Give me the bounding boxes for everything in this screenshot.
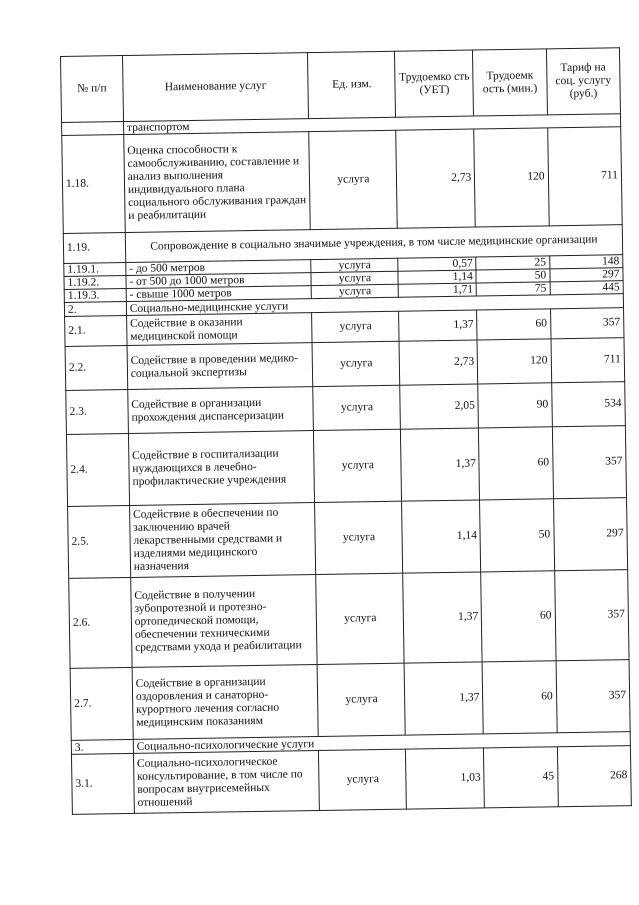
table-row xyxy=(70,660,630,741)
table-row xyxy=(62,127,622,234)
row-name: Социально-психологическое консультирование, в том числе по вопросам внутрисемейных отношений xyxy=(133,751,319,814)
row-labor-uet: 2,73 xyxy=(399,340,478,385)
row-labor-min: 50 xyxy=(476,269,549,283)
row-num: 2.1. xyxy=(65,315,127,346)
row-num: 1.19.3. xyxy=(64,288,126,302)
row-labor-min: 75 xyxy=(476,282,549,296)
row-num: 1.18. xyxy=(62,135,125,234)
row-num xyxy=(62,122,124,136)
row-name: Содействие в организации оздоровления и санаторно-курортного лечения согласно медицинским показаниям xyxy=(132,665,319,740)
row-num: 3.1. xyxy=(71,753,134,814)
header-unit: Ед. изм. xyxy=(308,51,396,118)
row-num: 1.19.2. xyxy=(64,275,126,289)
table-header-row xyxy=(61,48,621,123)
row-tariff: 148 xyxy=(549,255,623,269)
row-unit: услуга xyxy=(312,311,400,342)
row-labor-uet: 1,71 xyxy=(399,283,477,297)
row-name: Содействие в проведении медико-социальной экспертизы xyxy=(127,343,313,390)
row-num: 2.2. xyxy=(65,345,128,390)
row-unit: услуга xyxy=(312,341,400,386)
row-labor-uet: 1,14 xyxy=(398,270,476,284)
row-name: - до 500 метров xyxy=(126,260,312,276)
row-num: 2.6. xyxy=(69,577,132,668)
row-labor-min: 90 xyxy=(478,383,552,428)
row-unit: услуга xyxy=(309,130,398,229)
row-unit: услуга xyxy=(313,385,401,430)
table-row xyxy=(69,570,629,669)
row-tariff: 534 xyxy=(551,382,625,427)
row-tariff: 445 xyxy=(550,281,624,295)
document-page xyxy=(60,47,639,815)
row-tariff: 357 xyxy=(552,426,626,499)
row-unit: услуга xyxy=(315,501,403,574)
row-tariff: 357 xyxy=(554,570,629,661)
row-name: Содействие в обеспечении по заключению врачей лекарственными средствами и изделиями медицинского назначения xyxy=(129,503,316,578)
table-row xyxy=(68,498,628,579)
header-num: № п/п xyxy=(61,56,124,123)
row-labor-uet: 1,37 xyxy=(401,428,480,501)
row-labor-uet: 2,05 xyxy=(400,384,479,429)
row-labor-uet: 1,37 xyxy=(405,662,484,735)
header-labor-min: Трудоемк ость (мин.) xyxy=(473,49,547,116)
row-unit: услуга xyxy=(311,271,398,285)
row-labor-uet: 0,57 xyxy=(398,257,476,271)
section-num: 3. xyxy=(71,739,133,754)
tariff-table xyxy=(60,47,632,815)
row-labor-min: 120 xyxy=(474,128,549,227)
section-num: 2. xyxy=(64,301,126,316)
row-name: Содействие в организации прохождения диспансеризации xyxy=(128,387,314,434)
row-tariff: 711 xyxy=(547,127,622,226)
table-row xyxy=(71,746,631,815)
row-tariff: 711 xyxy=(551,338,625,383)
header-labor-uet: Трудоемко сть (УЕТ) xyxy=(395,50,474,117)
row-name: транспортом xyxy=(123,114,620,135)
row-num: 1.19.1. xyxy=(64,262,126,276)
header-name: Наименование услуг xyxy=(122,53,309,122)
row-unit: услуга xyxy=(311,258,398,272)
row-name: Оценка способности к самообслуживанию, составление и анализ выполнения индивидуального плана социального обслуживания граждан и реабилитации xyxy=(124,132,311,233)
row-labor-uet: 2,73 xyxy=(396,129,475,228)
row-name: Содействие в оказании медицинской помощи xyxy=(126,313,312,346)
row-name: - от 500 до 1000 метров xyxy=(126,273,312,289)
row-labor-min: 60 xyxy=(481,571,556,662)
row-labor-min: 120 xyxy=(477,339,551,384)
row-tariff: 297 xyxy=(553,498,627,571)
row-labor-uet: 1,37 xyxy=(399,310,477,341)
row-num: 2.7. xyxy=(70,667,133,740)
row-labor-uet: 1,03 xyxy=(406,748,485,809)
row-tariff: 357 xyxy=(556,660,630,733)
row-name: - свыше 1000 метров xyxy=(126,286,312,302)
row-tariff: 268 xyxy=(557,746,631,807)
row-labor-min: 25 xyxy=(476,256,549,270)
row-tariff: 297 xyxy=(550,268,624,282)
row-labor-min: 60 xyxy=(477,309,551,340)
row-unit: услуга xyxy=(316,573,404,664)
row-labor-min: 45 xyxy=(484,747,558,808)
row-name: Содействие в получении зубопротезной и протезно-ортопедической помощи, обеспечении техническими средствами ухода и реабилитации xyxy=(131,575,318,668)
row-num: 1.19. xyxy=(63,232,125,263)
row-num: 2.3. xyxy=(66,389,129,434)
row-name: Сопровождение в социально значимые учреждения, в том числе медицинские организации xyxy=(125,225,623,263)
row-labor-min: 60 xyxy=(479,427,553,500)
section-title: Социально-психологические услуги xyxy=(133,732,630,754)
row-labor-uet: 1,14 xyxy=(402,500,481,573)
row-num: 2.5. xyxy=(68,505,131,578)
row-unit: услуга xyxy=(317,663,405,736)
table-row xyxy=(66,426,626,507)
row-labor-min: 50 xyxy=(480,499,554,572)
row-unit: услуга xyxy=(312,284,399,298)
row-num: 2.4. xyxy=(66,433,129,506)
section-title: Социально-медицинские услуги xyxy=(126,294,623,316)
row-labor-uet: 1,37 xyxy=(403,572,482,663)
row-unit: услуга xyxy=(314,429,402,502)
table-body xyxy=(62,114,632,815)
row-unit: услуга xyxy=(319,749,407,810)
row-name: Содействие в госпитализации нуждающихся в лечебно-профилактические учреждения xyxy=(128,431,315,506)
row-tariff: 357 xyxy=(550,308,624,339)
row-labor-min: 60 xyxy=(482,661,556,734)
header-tariff: Тариф на соц. услугу (руб.) xyxy=(546,48,620,115)
